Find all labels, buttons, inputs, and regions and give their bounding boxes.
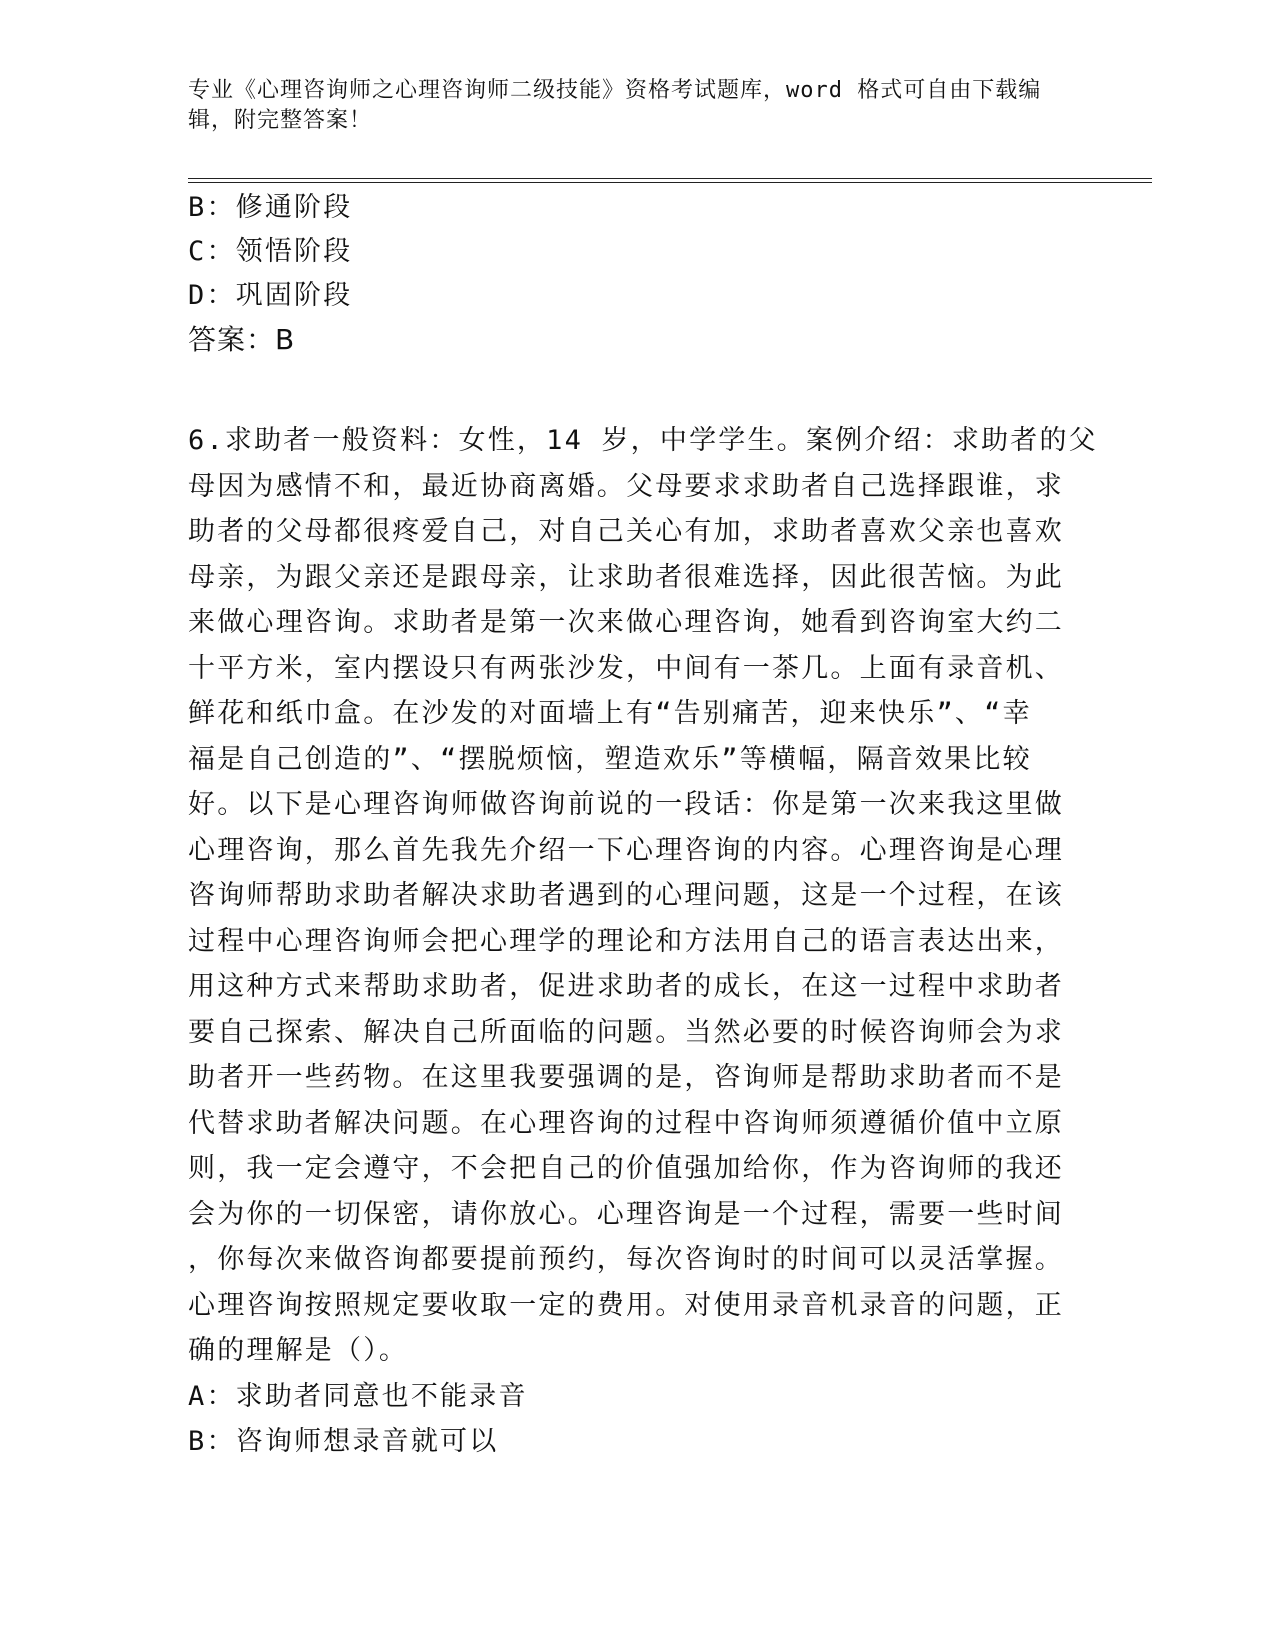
question-line: 十平方米，室内摆设只有两张沙发，中间有一茶几。上面有录音机、 <box>188 652 1064 684</box>
question-line: 咨询师帮助求助者解决求助者遇到的心理问题，这是一个过程，在该 <box>188 880 1064 911</box>
question-line: 代替求助者解决问题。在心理咨询的过程中咨询师须遵循价值中立原 <box>188 1107 1064 1139</box>
question-line: 鲜花和纸巾盒。在沙发的对面墙上有“告别痛苦，迎来快乐”、“幸 <box>188 698 1032 729</box>
question-line: 用这种方式来帮助求助者，促进求助者的成长，在这一过程中求助者 <box>188 971 1064 1002</box>
question-line: 6.求助者一般资料：女性，14 岁，中学学生。案例介绍：求助者的父 <box>188 425 1098 456</box>
question-line: 确的理解是（）。 <box>188 1335 409 1366</box>
answer-label: 答案：B <box>188 323 296 356</box>
question-line: 会为你的一切保密，请你放心。心理咨询是一个过程，需要一些时间 <box>188 1198 1064 1230</box>
option-c: C：领悟阶段 <box>188 236 353 267</box>
option-d: D：巩固阶段 <box>188 280 353 311</box>
question-line: 母亲，为跟父亲还是跟母亲，让求助者很难选择，因此很苦恼。为此 <box>188 561 1064 593</box>
question-line: 助者的父母都很疼爱自己，对自己关心有加，求助者喜欢父亲也喜欢 <box>188 516 1064 547</box>
question-line: 过程中心理咨询师会把心理学的理论和方法用自己的语言表达出来， <box>188 925 1064 957</box>
question-line: 要自己探索、解决自己所面临的问题。当然必要的时候咨询师会为求 <box>188 1016 1064 1048</box>
question-line: 母因为感情不和，最近协商离婚。父母要求求助者自己选择跟谁，求 <box>188 470 1064 502</box>
option-a: A：求助者同意也不能录音 <box>188 1380 528 1412</box>
question-line: 助者开一些药物。在这里我要强调的是，咨询师是帮助求助者而不是 <box>188 1062 1064 1093</box>
option-b: B：修通阶段 <box>188 192 353 223</box>
question-line: 心理咨询，那么首先我先介绍一下心理咨询的内容。心理咨询是心理 <box>188 834 1064 866</box>
question-line: ，你每次来做咨询都要提前预约，每次咨询时的时间可以灵活掌握。 <box>188 1244 1064 1275</box>
question-line: 来做心理咨询。求助者是第一次来做心理咨询，她看到咨询室大约二 <box>188 607 1064 638</box>
question-line: 心理咨询按照规定要收取一定的费用。对使用录音机录音的问题，正 <box>188 1289 1064 1321</box>
question-line: 福是自己创造的”、“摆脱烦恼，塑造欢乐”等横幅，隔音效果比较 <box>188 743 1032 775</box>
question-line: 好。以下是心理咨询师做咨询前说的一段话：你是第一次来我这里做 <box>188 789 1064 820</box>
question-6 <box>188 418 1098 1465</box>
header-divider <box>188 178 1152 179</box>
header-divider-secondary <box>188 182 1152 183</box>
page-header: 专业《心理咨询师之心理咨询师二级技能》资格考试题库，word 格式可自由下载编辑，附完整答案！ <box>188 78 1042 133</box>
question-line: 则，我一定会遵守，不会把自己的价值强加给你，作为咨询师的我还 <box>188 1153 1064 1184</box>
option-b: B：咨询师想录音就可以 <box>188 1426 499 1457</box>
